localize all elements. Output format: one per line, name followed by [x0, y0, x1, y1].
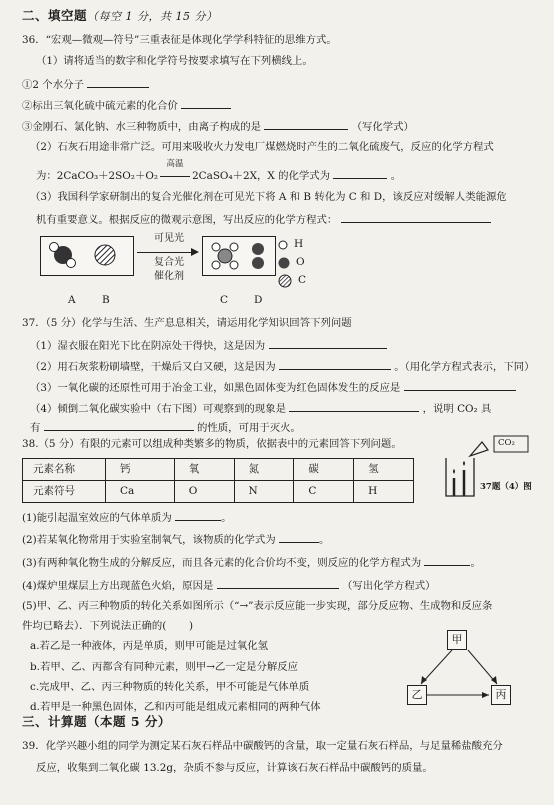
answer-blank[interactable] [264, 119, 348, 130]
q37-item4-tail: ，说明 CO₂ 具 [422, 403, 492, 415]
node-jia: 甲 [447, 630, 467, 650]
products-box [202, 236, 276, 276]
q36-part3-b [36, 212, 491, 228]
reaction-conditions-lower [136, 256, 202, 283]
node-bing: 丙 [491, 685, 511, 705]
carbon-atom-icon [278, 274, 292, 288]
option-a: a.若乙是一种液体，丙是单质，则甲可能是过氧化氢 [30, 640, 269, 652]
answer-blank[interactable] [289, 401, 419, 412]
table-cell: 钙 [106, 459, 175, 481]
q37-item4b-tail: 的性质，可用于灭火。 [197, 422, 301, 434]
q36-stem: 36．“宏观—微观—符号”三重表征是体现化学学科特征的思维方式。 [22, 34, 337, 46]
answer-blank[interactable] [175, 510, 221, 521]
node-yi: 乙 [407, 685, 427, 705]
q37-item2-text: （2）用石灰浆粉刷墙壁，干燥后又白又硬，这是因为 [30, 361, 276, 373]
label-d: D [254, 294, 263, 306]
q36-part1-c [22, 119, 414, 135]
legend-c: C [278, 272, 306, 290]
q36-part1-b [22, 98, 231, 114]
q38-item1-text: (1)能引起温室效应的气体单质为 [22, 512, 172, 524]
label-c: C [220, 294, 229, 306]
option-b: b.若甲、乙、丙都含有同种元素，则甲→乙一定是分解反应 [30, 661, 299, 673]
q38-item4-tail: （写出化学方程式） [341, 580, 436, 592]
q38-item4 [22, 578, 436, 594]
element-table [22, 458, 414, 503]
q38-item3-text: (3)有两种氧化物生成的分解反应，而且各元素的化合价均不变，则反应的化学方程式为 [22, 557, 422, 569]
q37-item4b [30, 420, 301, 436]
reaction-conditions [136, 232, 202, 246]
table-cell: 氮 [234, 459, 294, 481]
table-cell: O [174, 481, 234, 503]
q37-item4b-pre: 有 [30, 422, 41, 434]
q36-part1-b-text: ②标出三氧化硫中硫元素的化合价 [22, 100, 178, 112]
label-b: B [102, 294, 110, 306]
table-row [23, 459, 414, 481]
condition-1: 可见光 [154, 233, 184, 244]
equation-right: 2CaSO₄＋2X，X 的化学式为 [192, 170, 331, 182]
transformation-triangle-figure [405, 628, 515, 710]
period: 。 [470, 557, 481, 569]
table-cell: C [294, 481, 354, 503]
answer-blank[interactable] [87, 77, 149, 88]
table-cell: H [354, 481, 414, 503]
q38-item2-text: (2)若某氧化物常用于实验室制氧气，该物质的化学式为 [22, 534, 276, 546]
q37-item4-text: （4）倾倒二氧化碳实验中（右下图）可观察到的现象是 [30, 403, 286, 415]
reaction-arrow-icon [137, 252, 197, 253]
q38-item2 [22, 532, 329, 548]
oxygen-atom-icon [278, 257, 290, 269]
period: 。 [319, 534, 330, 546]
q36-part2: （2）石灰石用途非常广泛。可用来吸收火力发电厂煤燃烧时产生的二氧化硫废气，反应的化学方程式 [30, 141, 494, 153]
atom-legend [278, 236, 306, 290]
reaction-condition: 高温 [166, 159, 184, 169]
section-heading [22, 8, 218, 24]
answer-blank[interactable] [269, 338, 387, 349]
q36-part1-a [22, 77, 149, 93]
q38-item5b-tail: ) [188, 620, 194, 632]
q37-item4 [30, 401, 491, 417]
answer-blank[interactable] [424, 555, 470, 566]
q37-item1-text: （1）湿衣服在阳光下比在阴凉处干得快，这是因为 [30, 340, 266, 352]
co2-experiment-figure [440, 430, 540, 500]
q39-line2: 反应，收集到二氧化碳 13.2g，杂质不参与反应，计算该石灰石样品中碳酸钙的质量。 [36, 762, 433, 774]
table-cell: 碳 [294, 459, 354, 481]
section3-heading: 三、计算题（本题 5 分） [22, 714, 171, 729]
section-title: 二、填空题 [22, 8, 88, 23]
q37-item3 [30, 380, 516, 396]
reaction-arrow [158, 159, 192, 184]
answer-blank[interactable] [404, 380, 516, 391]
q37-item2-tail: 。（用化学方程式表示，下同） [394, 361, 535, 373]
product-molecules-icon [203, 237, 275, 275]
condition-2: 复合光 [154, 257, 184, 268]
co2-label: CO₂ [498, 438, 515, 448]
q38-item5: (5)甲、乙、丙三种物质的转化关系如图所示（“→”表示反应能一步实现，部分反应物、生成物和反应条 [22, 600, 493, 612]
q36-part3-b-text: 机有重要意义。根据反应的微观示意图，写出反应的化学方程式： [36, 214, 338, 226]
answer-blank[interactable] [341, 212, 491, 223]
period: 。 [221, 512, 232, 524]
q36-part3: （3）我国科学家研制出的复合光催化剂在可见光下将 A 和 B 转化为 C 和 D，该反应对缓解人类能源危 [30, 191, 507, 203]
answer-blank[interactable] [279, 532, 319, 543]
label-a: A [68, 294, 76, 306]
section-score-note: （每空 1 分，共 15 分） [87, 10, 218, 23]
table-cell: Ca [106, 481, 175, 503]
q38-item4-text: (4)煤炉里煤层上方出现蓝色火焰，原因是 [22, 580, 214, 592]
table-cell: N [234, 481, 294, 503]
reactant-molecules-icon [41, 237, 133, 275]
q39-line1: 39．化学兴趣小组的同学为测定某石灰石样品中碳酸钙的含量，取一定量石灰石样品，与足量稀盐酸充分 [22, 740, 503, 752]
q36-part1-c-text: ③金刚石、氯化钠、水三种物质中，由离子构成的是 [22, 121, 261, 133]
equation-left: 为：2CaCO₃＋2SO₂＋O₂ [36, 170, 159, 182]
q38-item5b [22, 620, 193, 634]
q38-stem: 38.（5 分）有限的元素可以组成种类繁多的物质，依据表中的元素回答下列问题。 [22, 438, 402, 450]
q36-part1-a-text: ①2 个水分子 [22, 79, 84, 91]
table-cell: 氢 [354, 459, 414, 481]
q37-item3-text: （3）一氧化碳的还原性可用于冶金工业，如黑色固体变为红色固体发生的反应是 [30, 382, 401, 394]
table-cell: 氧 [174, 459, 234, 481]
q36-part2-equation [36, 159, 402, 184]
q37-stem: 37．（5 分）化学与生活、生产息息相关，请运用化学知识回答下列问题 [22, 317, 352, 329]
condition-3: 催化剂 [154, 270, 184, 282]
q37-item1 [30, 338, 387, 354]
table-header-cell: 元素符号 [23, 481, 106, 503]
answer-blank[interactable] [333, 168, 387, 179]
q38-item1 [22, 510, 232, 526]
q38-item5b-text: 件均已略去）．下列说法正确的( [22, 620, 167, 632]
figure-caption: 37题（4）图 [480, 482, 532, 492]
period: 。 [390, 170, 402, 182]
q36-part1: （1）请将适当的数字和化学符号按要求填写在下列横线上。 [36, 55, 313, 67]
hydrogen-atom-icon [278, 240, 288, 250]
q38-item3 [22, 555, 481, 571]
q37-item2 [30, 359, 535, 375]
table-header-cell: 元素名称 [23, 459, 106, 481]
option-c: c.完成甲、乙、丙三种物质的转化关系，甲不可能是气体单质 [30, 681, 310, 693]
answer-blank[interactable] [181, 98, 231, 109]
q36-part1-c-tail: （写化学式） [351, 121, 414, 133]
answer-blank[interactable] [279, 359, 391, 370]
reactants-box [40, 236, 134, 276]
legend-o: O [278, 254, 306, 272]
answer-blank[interactable] [217, 578, 339, 589]
legend-h: H [278, 236, 306, 254]
table-row [23, 481, 414, 503]
answer-blank[interactable] [44, 420, 194, 431]
option-d: d.若甲是一种黑色固体，乙和丙可能是组成元素相同的两种气体 [30, 701, 321, 713]
